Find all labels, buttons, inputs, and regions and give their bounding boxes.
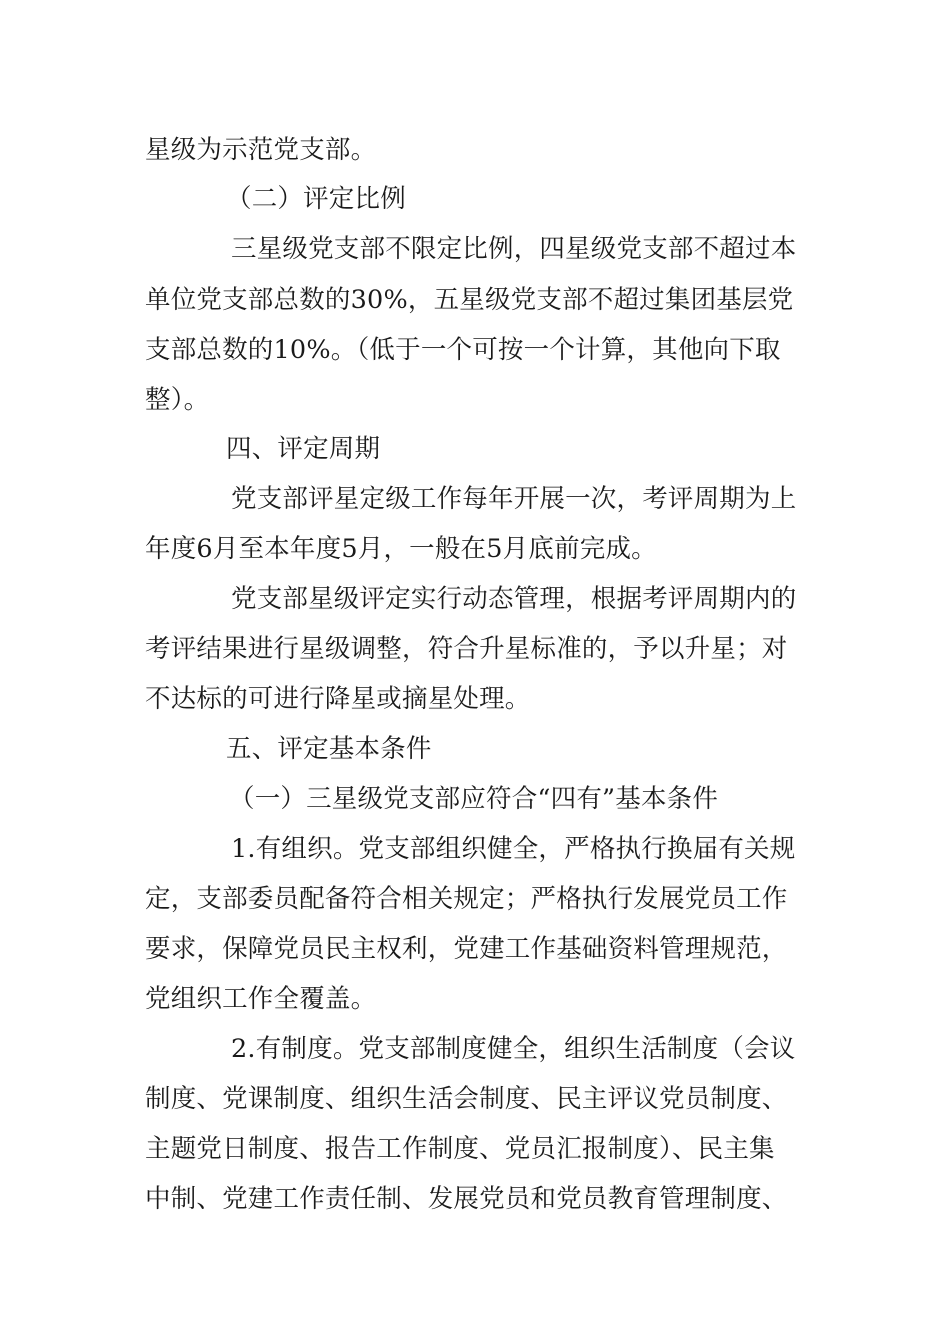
- text-line: 制度、党课制度、组织生活会制度、民主评议党员制度、: [145, 1084, 788, 1114]
- text-line: 整）。: [145, 385, 210, 415]
- text-line: 不达标的可进行降星或摘星处理。: [145, 684, 531, 714]
- section-heading: 五、评定基本条件: [226, 734, 432, 764]
- paragraph-first-line: 三星级党支部不限定比例，四星级党支部不超过本: [231, 234, 797, 264]
- text-line: 主题党日制度、报告工作制度、党员汇报制度）、民主集: [145, 1134, 775, 1164]
- paragraph-first-line: 2.有制度。党支部制度健全，组织生活制度（会议: [231, 1034, 796, 1064]
- text-line: 单位党支部总数的30%，五星级党支部不超过集团基层党: [145, 285, 794, 315]
- paragraph-first-line: 1.有组织。党支部组织健全，严格执行换届有关规: [231, 834, 796, 864]
- subsection-heading: （一）三星级党支部应符合“四有”基本条件: [229, 784, 719, 814]
- paragraph-first-line: 党支部星级评定实行动态管理，根据考评周期内的: [231, 584, 797, 614]
- text-line: 中制、党建工作责任制、发展党员和党员教育管理制度、: [145, 1184, 788, 1214]
- text-line: 年度6月至本年度5月，一般在5月底前完成。: [145, 534, 657, 564]
- text-line: 星级为示范党支部。: [145, 135, 377, 165]
- paragraph-first-line: 党支部评星定级工作每年开展一次，考评周期为上: [231, 484, 797, 514]
- text-line: 支部总数的10%。（低于一个可按一个计算，其他向下取: [145, 335, 781, 365]
- text-line: 要求，保障党员民主权利，党建工作基础资料管理规范，: [145, 934, 788, 964]
- text-line: 考评结果进行星级调整，符合升星标准的，予以升星；对: [145, 634, 788, 664]
- text-line: 党组织工作全覆盖。: [145, 984, 377, 1014]
- section-heading: （二）评定比例: [226, 184, 406, 214]
- text-line: 定，支部委员配备符合相关规定；严格执行发展党员工作: [145, 884, 788, 914]
- section-heading: 四、评定周期: [226, 434, 381, 464]
